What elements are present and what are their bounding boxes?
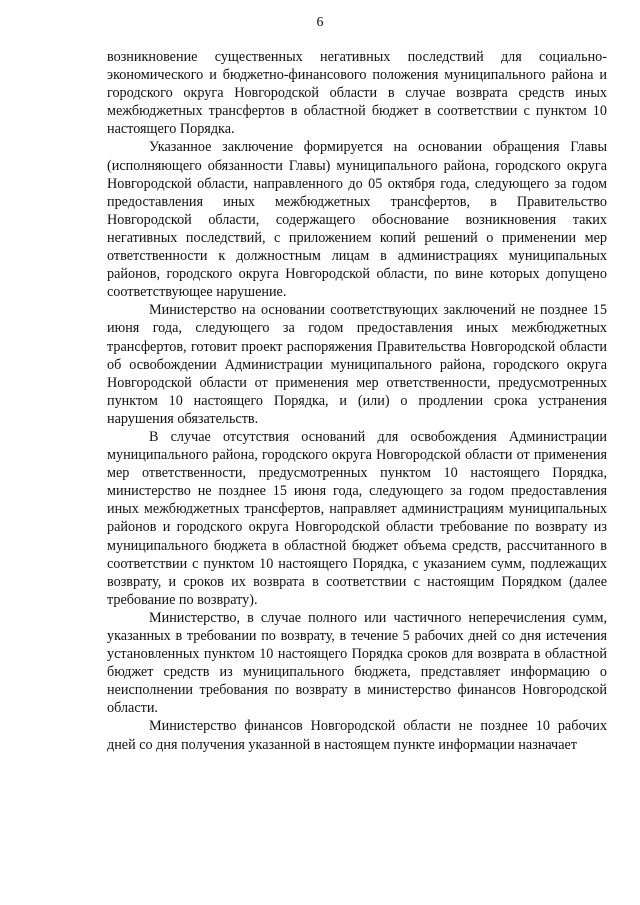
paragraph-ministry-draft-order: Министерство на основании соответствующих заключений не позднее 15 июня года, следующего за годом предоставления иных межбюджетных трансфертов, готовит проект распоряжения Правительства Новгородской области об освобождении Администрации муниципального района, городского округа Новгородской области от применения мер ответственности, предусмотренных пунктом 10 настоящего Порядка, и (или) о продлении срока устранения нарушения обязательств. xyxy=(107,302,607,427)
paragraph-continuation: возникновение существенных негативных последствий для социально-экономического и бюджетно-финансового положения муниципального района и городского округа Новгородской области в случае возврата средств иных межбюджетных трансфертов в областной бюджет в соответствии с пунктом 10 настоящего Порядка. xyxy=(107,49,607,138)
paragraph-return-requirement: В случае отсутствия оснований для освобождения Администрации муниципального района, городского округа Новгородской области от применения мер ответственности, предусмотренных пунктом 10 настоящего Порядка, министерство не позднее 15 июня года, следующего за годом предоставления иных межбюджетных трансфертов, направляет администрациям муниципальных районов и городского округа Новгородской области требование по возврату из муниципального бюджета в областной бюджет объема средств, рассчитанного в соответствии с пунктом 10 настоящего Порядка, с указанием сумм, подлежащих возврату, и сроков их возврата в соответствии с настоящим Порядком (далее требование по возврату). xyxy=(107,428,607,608)
paragraph-finance-ministry: Министерство финансов Новгородской области не позднее 10 рабочих дней со дня получения указанной в настоящем пункте информации назначает xyxy=(107,718,607,753)
page-number: 6 xyxy=(316,15,324,30)
paragraph-non-transfer-info: Министерство, в случае полного или частичного неперечисления сумм, указанных в требовании по возврату, в течение 5 рабочих дней со дня истечения установленных пунктом 10 настоящего Порядка сроков для возврата в областной бюджет средств из муниципального бюджета, представляет информацию о неисполнении требования по возврату в министерство финансов Новгородской области. xyxy=(107,609,607,717)
paragraph-conclusion-basis: Указанное заключение формируется на основании обращения Главы (исполняющего обязанности Главы) муниципального района, городского округа Новгородской области, направленного до 05 октября года, следующего за годом предоставления иных межбюджетных трансфертов, в Правительство Новгородской области, содержащего обоснование возникновения таких негативных последствий, с приложением копий решений о применении мер ответственности к должностным лицам в администрациях муниципальных районов, городского округа Новгородской области, по вине которых допущено соответствующее нарушение. xyxy=(107,139,607,301)
document-body xyxy=(107,48,607,754)
